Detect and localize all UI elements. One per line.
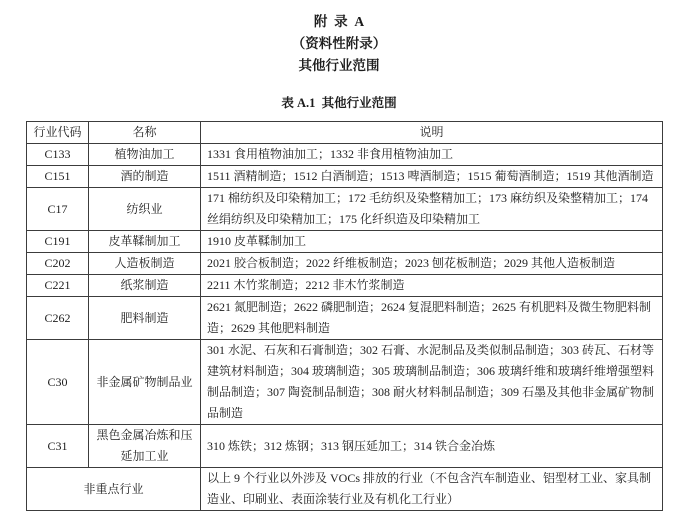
cell-industry-code: C133 [27, 144, 89, 166]
table-row-non-key-industry [27, 468, 663, 511]
cell-industry-description: 1910 皮革鞣制加工 [201, 231, 663, 253]
cell-industry-name-merged: 非重点行业 [27, 468, 201, 511]
cell-industry-name: 人造板制造 [89, 253, 201, 275]
cell-industry-description: 1511 酒精制造；1512 白酒制造；1513 啤酒制造；1515 葡萄酒制造；1519 其他酒制造 [201, 166, 663, 188]
cell-industry-name: 植物油加工 [89, 144, 201, 166]
cell-industry-description: 以上 9 个行业以外涉及 VOCs 排放的行业（不包含汽车制造业、铝型材工业、家具制造业、印刷业、表面涂装行业及有机化工行业） [201, 468, 663, 511]
cell-industry-code: C191 [27, 231, 89, 253]
appendix-heading-block [0, 11, 678, 77]
table-row [27, 340, 663, 425]
appendix-section-title: 其他行业范围 [298, 58, 380, 73]
cell-industry-name: 纸浆制造 [89, 275, 201, 297]
cell-industry-code: C30 [27, 340, 89, 425]
cell-industry-name: 非金属矿物制品业 [89, 340, 201, 425]
cell-industry-description: 2021 胶合板制造；2022 纤维板制造；2023 刨花板制造；2029 其他人造板制造 [201, 253, 663, 275]
cell-industry-description: 301 水泥、石灰和石膏制造；302 石膏、水泥制品及类似制品制造；303 砖瓦、石材等建筑材料制造；304 玻璃制造；305 玻璃制品制造；306 玻璃纤维和玻璃纤维增强塑料制品制造；307 陶瓷制品制造；308 耐火材料制品制造；309 石墨及其他非金属矿物制品制造 [201, 340, 663, 425]
header-cell-name: 名称 [89, 122, 201, 144]
table-row [27, 231, 663, 253]
header-cell-code: 行业代码 [27, 122, 89, 144]
cell-industry-name: 皮革鞣制加工 [89, 231, 201, 253]
cell-industry-description: 2211 木竹浆制造；2212 非木竹浆制造 [201, 275, 663, 297]
header-cell-description: 说明 [201, 122, 663, 144]
table-row [27, 188, 663, 231]
cell-industry-code: C31 [27, 425, 89, 468]
table-row [27, 425, 663, 468]
table-header-row [27, 122, 663, 144]
cell-industry-code: C151 [27, 166, 89, 188]
cell-industry-description: 2621 氮肥制造；2622 磷肥制造；2624 复混肥料制造；2625 有机肥料及微生物肥料制造；2629 其他肥料制造 [201, 297, 663, 340]
cell-industry-description: 171 棉纺织及印染精加工；172 毛纺织及染整精加工；173 麻纺织及染整精加工；174 丝绢纺织及印染精加工；175 化纤织造及印染精加工 [201, 188, 663, 231]
appendix-subtitle: （资料性附录） [291, 36, 387, 51]
table-caption: 表 A.1 其他行业范围 [281, 96, 397, 110]
appendix-title: 附 录 A [313, 14, 365, 29]
cell-industry-name: 纺织业 [89, 188, 201, 231]
cell-industry-name: 黑色金属冶炼和压延加工业 [89, 425, 201, 468]
cell-industry-name: 酒的制造 [89, 166, 201, 188]
cell-industry-code: C202 [27, 253, 89, 275]
table-row [27, 144, 663, 166]
table-row [27, 253, 663, 275]
cell-industry-code: C221 [27, 275, 89, 297]
table-row [27, 297, 663, 340]
table-row [27, 166, 663, 188]
cell-industry-code: C262 [27, 297, 89, 340]
table-row [27, 275, 663, 297]
other-industry-table [26, 121, 663, 511]
cell-industry-description: 310 炼铁；312 炼钢；313 钢压延加工；314 铁合金冶炼 [201, 425, 663, 468]
cell-industry-code: C17 [27, 188, 89, 231]
cell-industry-description: 1331 食用植物油加工；1332 非食用植物油加工 [201, 144, 663, 166]
cell-industry-name: 肥料制造 [89, 297, 201, 340]
